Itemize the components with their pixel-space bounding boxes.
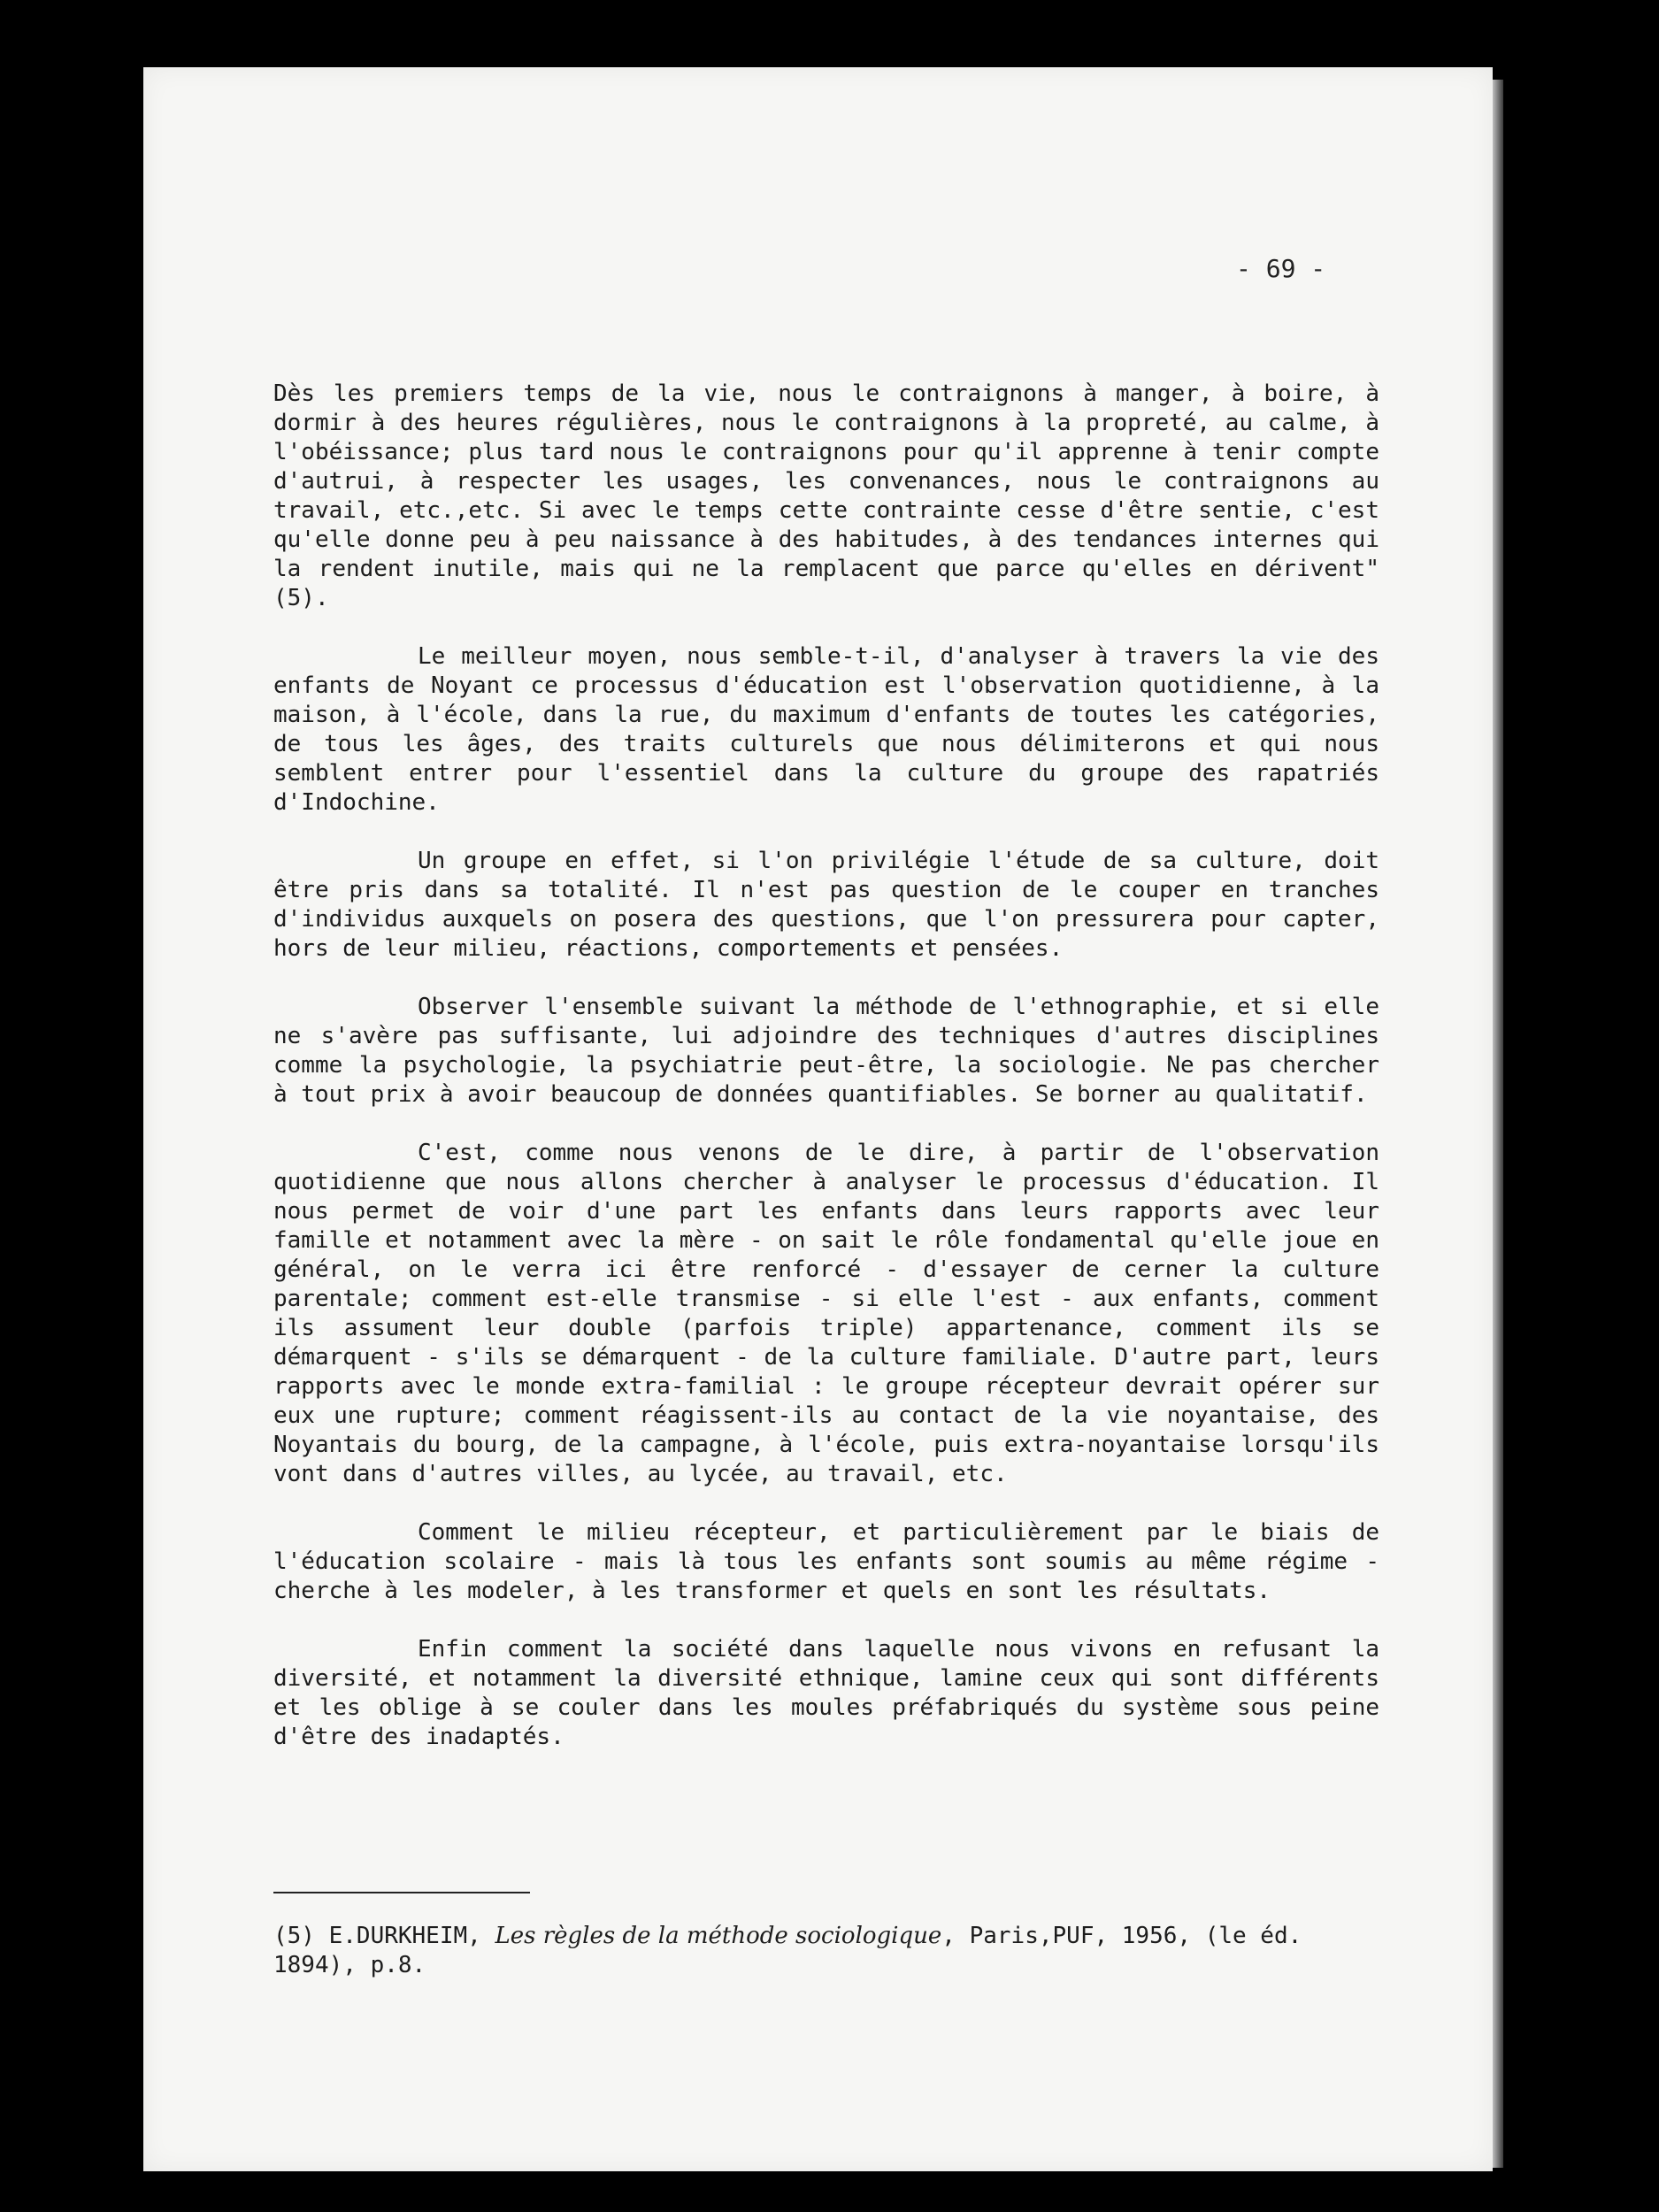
footnote: [273, 1922, 1379, 1980]
footnote-book-title: Les règles de la méthode sociologique: [495, 1923, 942, 1949]
paragraph-durkheim-quote: Dès les premiers temps de la vie, nous le contraignons à manger, à boire, à dormir à des heures régulières, nous le contraignons à la propreté, au calme, à l'obéissance; plus tard nous le contraignons pour qu'il apprenne à tenir compte d'autrui, à respecter les usages, les convenances, nous le contraignons au travail, etc.,etc. Si avec le temps cette contrainte cesse d'être sentie, c'est qu'elle donne peu à peu naissance à des habitudes, à des tendances internes qui la rendent inutile, mais qui ne la remplacent que parce qu'elles en dérivent" (5).: [273, 380, 1379, 611]
page-edge-shadow: [1493, 80, 1503, 2168]
paragraph-diversity: Enfin comment la société dans laquelle nous vivons en refusant la diversité, et notamment la diversité ethnique, lamine ceux qui sont différents et les oblige à se couler dans les moules préfabriqués du système sous peine d'être des inadaptés.: [273, 1636, 1379, 1750]
paragraph-group-totality: Un groupe en effet, si l'on privilégie l'étude de sa culture, doit être pris dans sa totalité. Il n'est pas question de le couper en tranches d'individus auxquels on posera des questions, que l'on pressurera pour capter, hors de leur milieu, réactions, comportements et pensées.: [273, 848, 1379, 962]
footnote-suffix: , Paris,PUF, 1956, (le éd. 1894), p.8.: [273, 1923, 1302, 1978]
paragraph-ethnography: Observer l'ensemble suivant la méthode de l'ethnographie, et si elle ne s'avère pas suffisante, lui adjoindre des techniques d'autres disciplines comme la psychologie, la psychiatrie peut-être, la sociologie. Ne pas chercher à tout prix à avoir beaucoup de données quantifiables. Se borner au qualitatif.: [273, 994, 1379, 1108]
body-text: [273, 380, 1379, 1781]
paragraph-method: Le meilleur moyen, nous semble-t-il, d'analyser à travers la vie des enfants de Noyant ce processus d'éducation est l'observation quotidienne, à la maison, à l'école, dans la rue, du maximum d'enfants de toutes les catégories, de tous les âges, des traits culturels que nous délimiterons et qui nous semblent entrer pour l'essentiel dans la culture du groupe des rapatriés d'Indochine.: [273, 643, 1379, 816]
page-number: - 69 -: [1236, 254, 1326, 283]
paragraph-receiving-milieu: Comment le milieu récepteur, et particulièrement par le biais de l'éducation scolaire - mais là tous les enfants sont soumis au même régime - cherche à les modeler, à les transformer et quels en sont les résultats.: [273, 1519, 1379, 1604]
paragraph-observation: C'est, comme nous venons de le dire, à partir de l'observation quotidienne que nous allons chercher à analyser le processus d'éducation. Il nous permet de voir d'une part les enfants dans leurs rapports avec leur famille et notamment avec la mère - on sait le rôle fondamental qu'elle joue en général, on le verra ici être renforcé - d'essayer de cerner la culture parentale; comment est-elle transmise - si elle l'est - aux enfants, comment ils assument leur double (parfois triple) appartenance, comment ils se démarquent - s'ils se démarquent - de la culture familiale. D'autre part, leurs rapports avec le monde extra-familial : le groupe récepteur devrait opérer sur eux une rupture; comment réagissent-ils au contact de la vie noyantaise, des Noyantais du bourg, de la campagne, à l'école, puis extra-noyantaise lorsqu'ils vont dans d'autres villes, au lycée, au travail, etc.: [273, 1140, 1379, 1487]
footnote-prefix: (5) E.DURKHEIM,: [273, 1923, 495, 1949]
footnote-separator: [273, 1892, 530, 1893]
